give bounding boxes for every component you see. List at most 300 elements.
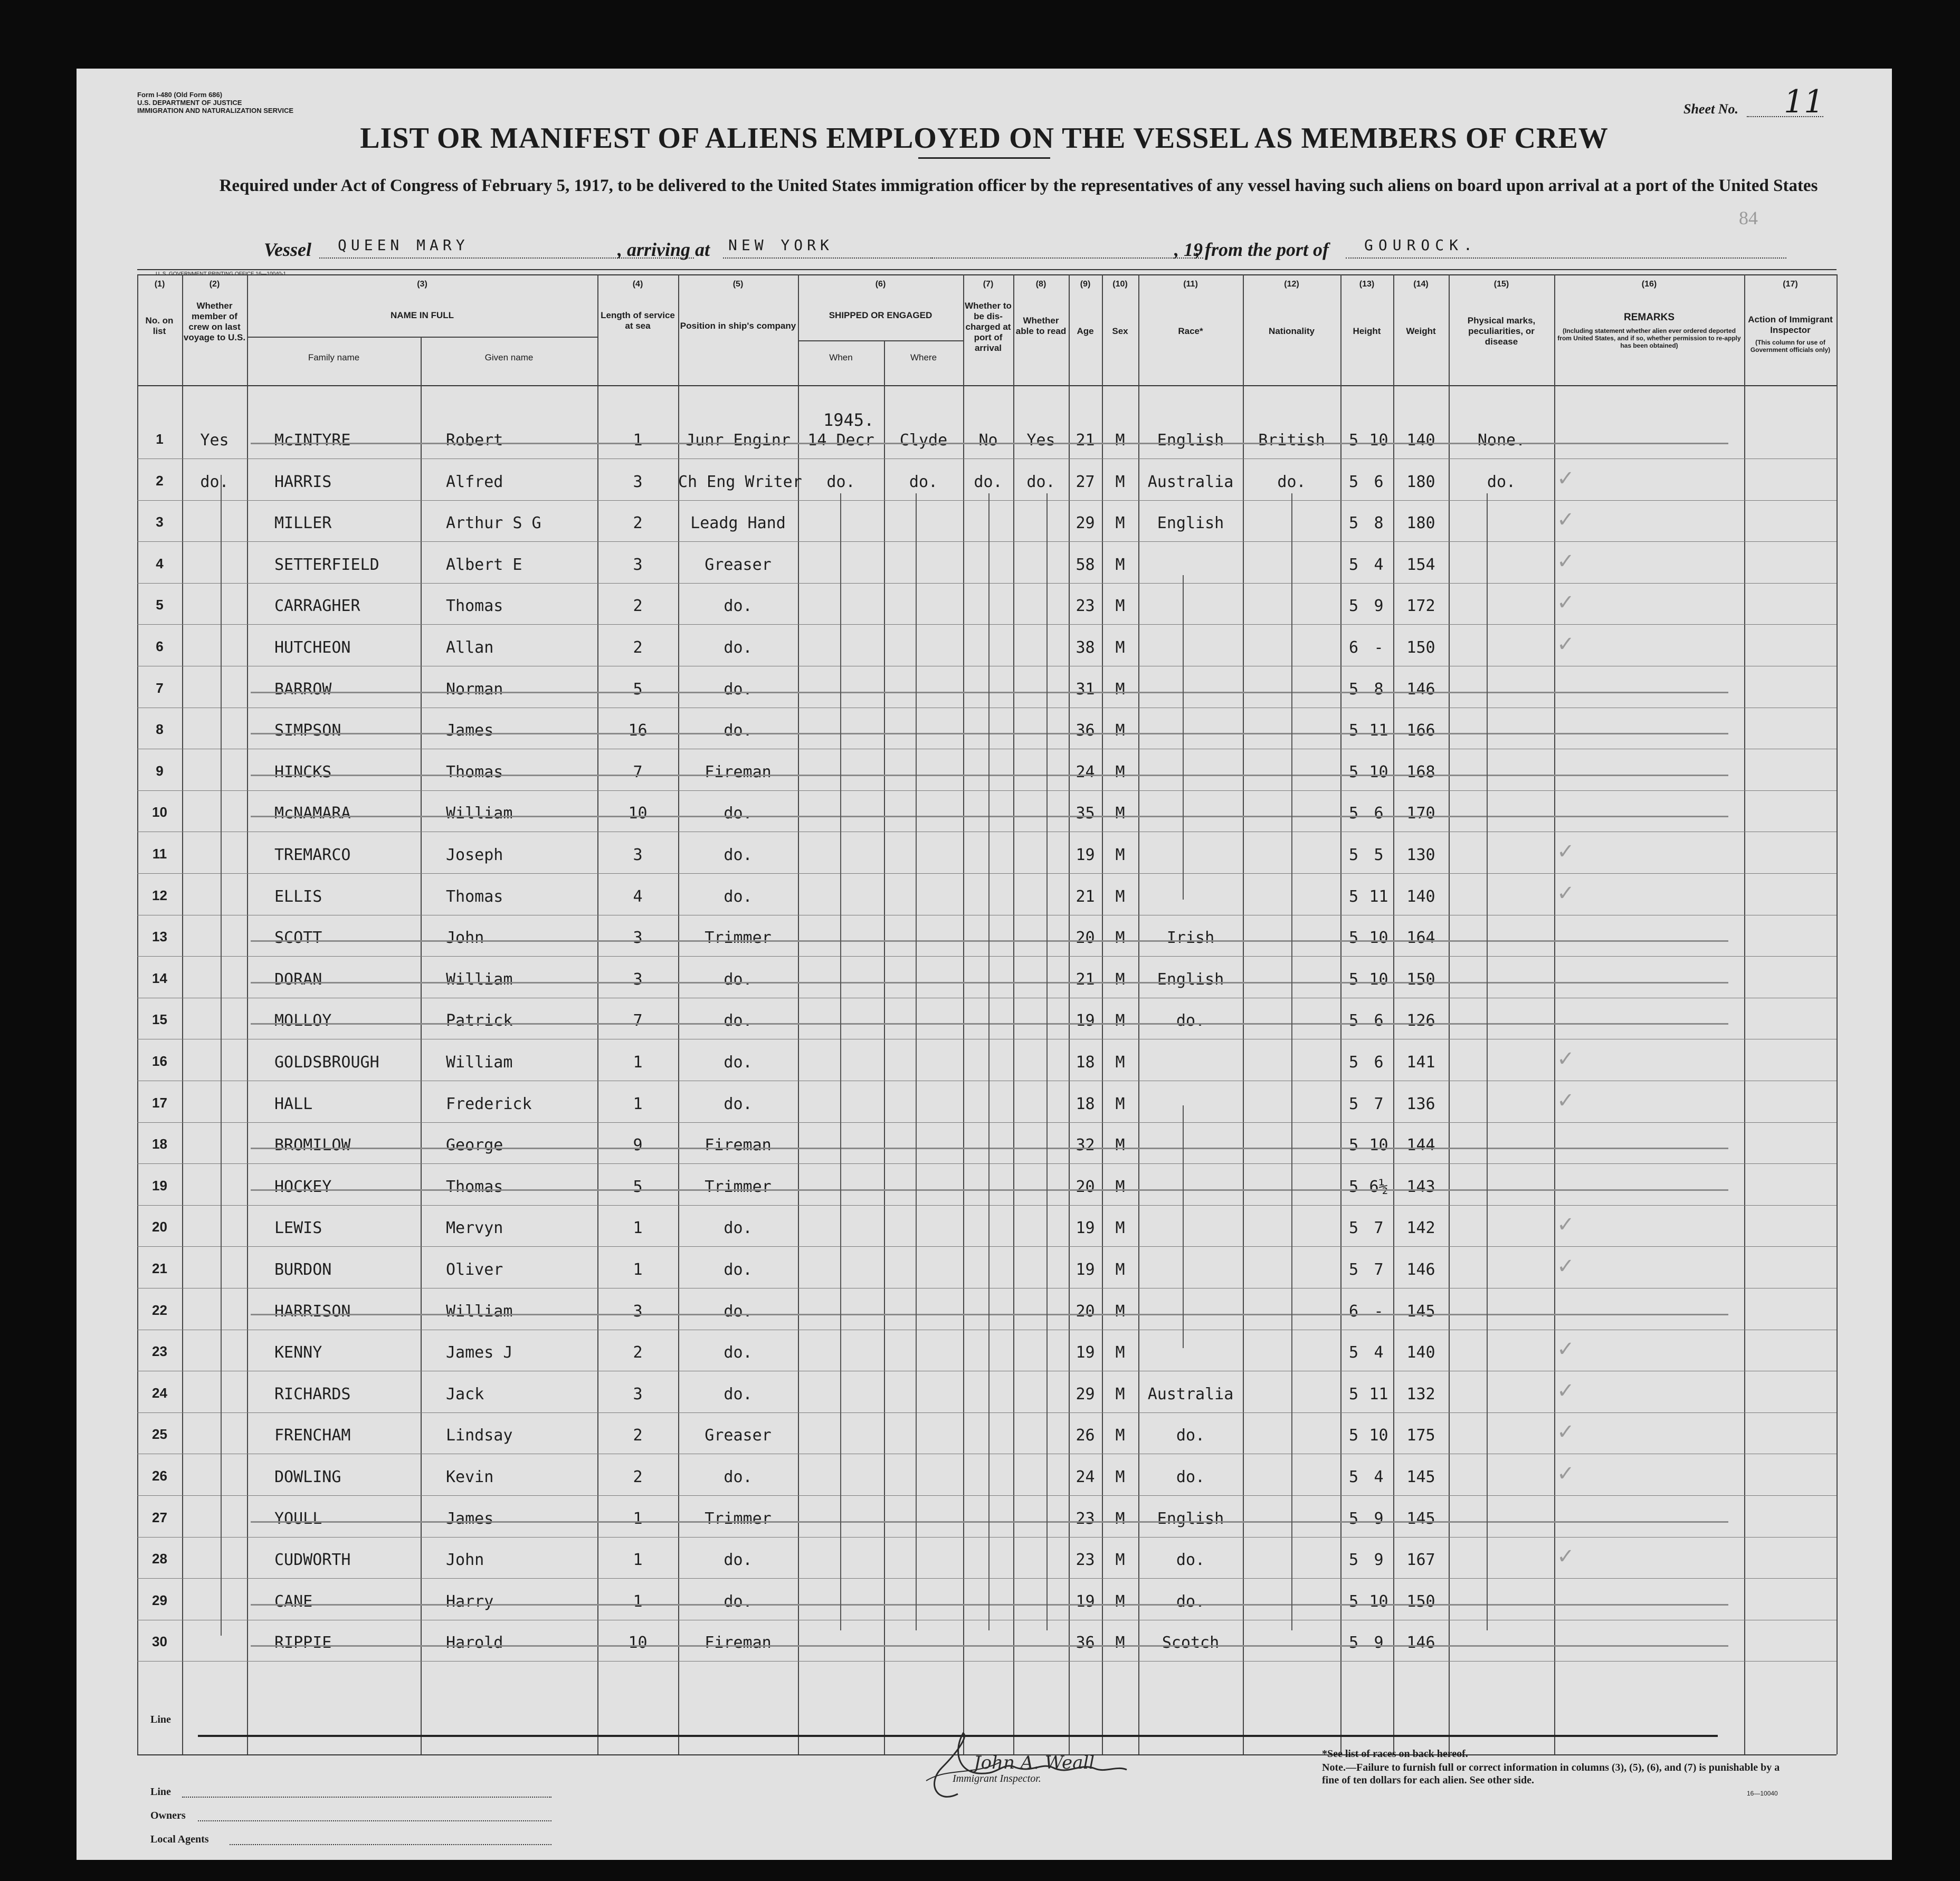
col-number: (11) (1183, 280, 1198, 289)
sex-cell: M (1115, 1426, 1125, 1445)
family-name-cell: TREMARCO (274, 846, 351, 864)
weight-cell: 140 (1406, 1343, 1435, 1362)
ditto-line (988, 493, 989, 1630)
position-cell: do. (724, 597, 753, 615)
nationality-cell: British (1258, 431, 1325, 450)
check-mark-icon: ✓ (1557, 1544, 1575, 1569)
strikethrough-line (251, 443, 1728, 444)
age-cell: 24 (1076, 1468, 1095, 1486)
print-code: 16—10040 (1747, 1790, 1778, 1797)
height-inches-cell: 9 (1374, 1634, 1384, 1652)
height-inches-cell: - (1374, 638, 1384, 657)
family-name-cell: ELLIS (274, 887, 322, 906)
col-discharged: Whether to be dis-charged at port of arrival (965, 301, 1012, 353)
given-name-cell: Arthur S G (446, 514, 541, 532)
family-name-cell: SIMPSON (274, 721, 341, 740)
height-feet-cell: 5 (1348, 1343, 1359, 1362)
length-cell: 3 (633, 556, 643, 574)
family-name-cell: DOWLING (274, 1468, 341, 1486)
discharge-cell: do. (974, 473, 1003, 491)
row-number: 7 (156, 680, 164, 696)
length-cell: 5 (633, 680, 643, 699)
family-name-cell: FRENCHAM (274, 1426, 351, 1445)
when-cell: 14 Decr (807, 431, 874, 450)
height-feet-cell: 5 (1348, 887, 1359, 906)
race-cell: English (1157, 514, 1224, 532)
position-cell: Trimmer (705, 1510, 772, 1528)
family-name-cell: RIPPIE (274, 1634, 332, 1652)
height-feet-cell: 5 (1348, 804, 1359, 823)
length-cell: 3 (633, 1385, 643, 1403)
height-feet-cell: 5 (1348, 680, 1359, 699)
row-number: 18 (152, 1136, 167, 1152)
height-inches-cell: 9 (1374, 1510, 1384, 1528)
weight-cell: 130 (1406, 846, 1435, 864)
col-weight: Weight (1406, 326, 1436, 336)
length-cell: 1 (633, 1095, 643, 1113)
col-number: (7) (983, 280, 994, 289)
family-name-cell: MILLER (274, 514, 332, 532)
physical-cell: None. (1477, 431, 1526, 450)
col-number: (5) (732, 280, 744, 289)
position-cell: do. (724, 887, 753, 906)
length-cell: 1 (633, 1592, 643, 1611)
sex-cell: M (1115, 1136, 1125, 1154)
given-name-cell: James (446, 721, 494, 740)
col-given-name: Given name (484, 352, 534, 362)
height-inches-cell: 4 (1374, 1343, 1384, 1362)
length-cell: 4 (633, 887, 643, 906)
col-sex: Sex (1112, 326, 1128, 336)
col-number: (6) (875, 280, 886, 289)
local-agents-label: Local Agents (150, 1834, 209, 1845)
check-mark-icon: ✓ (1557, 839, 1575, 864)
family-name-cell: CANE (274, 1592, 313, 1611)
race-cell: Australia (1147, 1385, 1234, 1403)
owners-label: Owners (150, 1810, 186, 1821)
age-cell: 23 (1076, 1551, 1095, 1569)
family-name-cell: BROMILOW (274, 1136, 351, 1154)
row-number: 12 (152, 887, 167, 903)
given-name-cell: Lindsay (446, 1426, 513, 1445)
height-feet-cell: 5 (1348, 514, 1359, 532)
row-number: 14 (152, 970, 167, 986)
check-mark-icon: ✓ (1557, 632, 1575, 656)
position-cell: Fireman (705, 763, 772, 781)
height-feet-cell: 5 (1348, 473, 1359, 491)
weight-cell: 150 (1406, 638, 1435, 657)
height-feet-cell: 6 (1348, 638, 1359, 657)
sex-cell: M (1115, 763, 1125, 781)
physical-cell: do. (1487, 473, 1516, 491)
height-feet-cell: 5 (1348, 1551, 1359, 1569)
sex-cell: M (1115, 556, 1125, 574)
height-inches-cell: 9 (1374, 597, 1384, 615)
weight-cell: 175 (1406, 1426, 1435, 1445)
row-number: 1 (156, 431, 164, 447)
position-cell: do. (724, 1261, 753, 1279)
sex-cell: M (1115, 514, 1125, 532)
length-cell: 1 (633, 1053, 643, 1072)
inspector-caption: Immigrant Inspector. (953, 1773, 1041, 1784)
check-mark-icon: ✓ (1557, 1420, 1575, 1444)
weight-cell: 172 (1406, 597, 1435, 615)
height-feet-cell: 5 (1348, 1178, 1359, 1196)
col-number: (8) (1035, 280, 1046, 289)
ditto-line (1291, 493, 1292, 1630)
family-name-cell: HOCKEY (274, 1178, 332, 1196)
age-cell: 31 (1076, 680, 1095, 699)
family-name-cell: HARRIS (274, 473, 332, 491)
position-cell: Junr Enginr (686, 431, 791, 450)
age-cell: 29 (1076, 514, 1095, 532)
read-cell: Yes (1026, 431, 1055, 450)
length-cell: 1 (633, 1261, 643, 1279)
age-cell: 36 (1076, 721, 1095, 740)
row-rule (137, 500, 1837, 501)
given-name-cell: Harold (446, 1634, 503, 1652)
prev-voyage-cell: do. (200, 473, 229, 491)
given-name-cell: John (446, 929, 484, 947)
position-cell: Leadg Hand (690, 514, 786, 532)
age-cell: 20 (1076, 929, 1095, 947)
check-mark-icon: ✓ (1557, 1254, 1575, 1278)
weight-cell: 146 (1406, 680, 1435, 699)
height-inches-cell: 11 (1369, 887, 1388, 906)
weight-cell: 144 (1406, 1136, 1435, 1154)
position-cell: do. (724, 1468, 753, 1486)
row-rule (137, 624, 1837, 625)
position-cell: Ch Eng Writer (678, 473, 802, 491)
weight-cell: 154 (1406, 556, 1435, 574)
signature-text: John A. Weall (974, 1752, 1095, 1773)
height-feet-cell: 5 (1348, 1095, 1359, 1113)
sex-cell: M (1115, 1551, 1125, 1569)
row-rule (137, 1578, 1837, 1579)
sex-cell: M (1115, 1261, 1125, 1279)
weight-cell: 146 (1406, 1261, 1435, 1279)
height-inches-cell: 4 (1374, 556, 1384, 574)
position-cell: do. (724, 1551, 753, 1569)
row-number: 11 (152, 846, 167, 862)
row-number: 23 (152, 1343, 167, 1359)
col-number: (16) (1641, 280, 1657, 289)
weight-cell: 167 (1406, 1551, 1435, 1569)
sex-cell: M (1115, 1510, 1125, 1528)
given-name-cell: Thomas (446, 597, 503, 615)
length-cell: 3 (633, 929, 643, 947)
ditto-line (1183, 575, 1184, 900)
row-number: 29 (152, 1592, 167, 1608)
weight-cell: 164 (1406, 929, 1435, 947)
row-number: 24 (152, 1385, 167, 1401)
position-cell: Fireman (705, 1136, 772, 1154)
weight-cell: 136 (1406, 1095, 1435, 1113)
weight-cell: 140 (1406, 431, 1435, 450)
family-name-cell: SCOTT (274, 929, 322, 947)
given-name-cell: Oliver (446, 1261, 503, 1279)
family-name-cell: BARROW (274, 680, 332, 699)
given-name-cell: Albert E (446, 556, 522, 574)
height-inches-cell: 7 (1374, 1219, 1384, 1237)
col-family-name: Family name (308, 352, 360, 362)
col-number: (1) (154, 280, 165, 289)
height-inches-cell: 10 (1369, 929, 1388, 947)
col-number: (3) (417, 280, 427, 289)
ditto-line (916, 493, 917, 1630)
age-cell: 19 (1076, 1261, 1095, 1279)
line-label: Line (150, 1714, 171, 1725)
family-name-cell: DORAN (274, 970, 322, 989)
weight-cell: 180 (1406, 514, 1435, 532)
family-name-cell: KENNY (274, 1343, 322, 1362)
row-rule (137, 1661, 1837, 1662)
row-rule (137, 1163, 1837, 1164)
race-cell: do. (1176, 1592, 1205, 1611)
row-number: 16 (152, 1053, 167, 1069)
height-feet-cell: 5 (1348, 1261, 1359, 1279)
row-rule (137, 1205, 1837, 1206)
length-cell: 3 (633, 473, 643, 491)
height-inches-cell: 6 (1374, 804, 1384, 823)
race-cell: Australia (1147, 473, 1234, 491)
weight-cell: 141 (1406, 1053, 1435, 1072)
check-mark-icon: ✓ (1557, 1379, 1575, 1403)
row-number: 9 (156, 763, 164, 779)
check-mark-icon: ✓ (1557, 1462, 1575, 1486)
height-feet-cell: 5 (1348, 1011, 1359, 1030)
weight-cell: 150 (1406, 1592, 1435, 1611)
given-name-cell: William (446, 1053, 513, 1072)
race-cell: do. (1176, 1011, 1205, 1030)
height-feet-cell: 5 (1348, 846, 1359, 864)
strikethrough-line (251, 733, 1728, 734)
sex-cell: M (1115, 1634, 1125, 1652)
family-name-cell: HINCKS (274, 763, 332, 781)
length-cell: 3 (633, 846, 643, 864)
weight-cell: 168 (1406, 763, 1435, 781)
line-label: Line (150, 1786, 171, 1798)
col-number: (2) (209, 280, 220, 289)
length-cell: 3 (633, 1302, 643, 1321)
position-cell: do. (724, 1053, 753, 1072)
height-inches-cell: 6 (1374, 473, 1384, 491)
strikethrough-line (251, 1645, 1728, 1647)
strikethrough-line (251, 1521, 1728, 1523)
height-feet-cell: 5 (1348, 1385, 1359, 1403)
age-cell: 38 (1076, 638, 1095, 657)
age-cell: 29 (1076, 1385, 1095, 1403)
weight-cell: 170 (1406, 804, 1435, 823)
race-cell: do. (1176, 1468, 1205, 1486)
row-rule (137, 873, 1837, 874)
height-feet-cell: 5 (1348, 556, 1359, 574)
height-inches-cell: 11 (1369, 721, 1388, 740)
position-cell: Trimmer (705, 1178, 772, 1196)
position-cell: do. (724, 1343, 753, 1362)
col-prev-voyage: Whether member of crew on last voyage to U.S. (183, 301, 246, 342)
position-cell: do. (724, 846, 753, 864)
height-feet-cell: 5 (1348, 1592, 1359, 1611)
sex-cell: M (1115, 597, 1125, 615)
col-number: (13) (1359, 280, 1375, 289)
length-cell: 1 (633, 1551, 643, 1569)
row-number: 15 (152, 1011, 167, 1027)
position-cell: do. (724, 970, 753, 989)
form-number: Form I-480 (Old Form 686) (137, 91, 223, 99)
row-rule (137, 583, 1837, 584)
race-cell: English (1157, 1510, 1224, 1528)
year-label: , 19 (1174, 239, 1203, 260)
height-feet-cell: 5 (1348, 1426, 1359, 1445)
given-name-cell: William (446, 1302, 513, 1321)
length-cell: 2 (633, 638, 643, 657)
weight-cell: 145 (1406, 1510, 1435, 1528)
strikethrough-line (251, 1023, 1728, 1025)
sex-cell: M (1115, 638, 1125, 657)
row-number: 10 (152, 804, 167, 820)
length-cell: 16 (628, 721, 648, 740)
age-cell: 21 (1076, 887, 1095, 906)
row-number: 30 (152, 1634, 167, 1649)
given-name-cell: Allan (446, 638, 494, 657)
position-cell: do. (724, 1302, 753, 1321)
age-cell: 36 (1076, 1634, 1095, 1652)
sex-cell: M (1115, 1011, 1125, 1030)
row-rule (137, 956, 1837, 957)
height-inches-cell: 10 (1369, 1592, 1388, 1611)
col-position: Position in ship's company (680, 321, 796, 331)
row-number: 28 (152, 1551, 167, 1567)
family-name-cell: HUTCHEON (274, 638, 351, 657)
row-number: 17 (152, 1095, 167, 1111)
height-feet-cell: 5 (1348, 1468, 1359, 1486)
col-number: (17) (1783, 280, 1798, 289)
race-cell: Irish (1166, 929, 1215, 947)
row-number: 2 (156, 473, 164, 489)
length-cell: 2 (633, 1343, 643, 1362)
family-name-cell: YOULL (274, 1510, 322, 1528)
race-cell: do. (1176, 1551, 1205, 1569)
length-cell: 9 (633, 1136, 643, 1154)
check-mark-icon: ✓ (1557, 881, 1575, 905)
read-cell: do. (1026, 473, 1055, 491)
position-cell: Fireman (705, 1634, 772, 1652)
height-inches-cell: 6 (1374, 1053, 1384, 1072)
row-number: 19 (152, 1178, 167, 1193)
strikethrough-line (251, 1314, 1728, 1315)
check-mark-icon: ✓ (1557, 466, 1575, 491)
race-cell: do. (1176, 1426, 1205, 1445)
strikethrough-line (251, 775, 1728, 776)
row-number: 13 (152, 929, 167, 944)
col-number: (9) (1080, 280, 1091, 289)
length-cell: 7 (633, 763, 643, 781)
col-physical: Physical marks, peculiarities, or disease (1467, 316, 1536, 347)
age-cell: 19 (1076, 1592, 1095, 1611)
age-cell: 23 (1076, 1510, 1095, 1528)
sex-cell: M (1115, 680, 1125, 699)
height-feet-cell: 5 (1348, 1053, 1359, 1072)
strikethrough-line (251, 940, 1728, 942)
col-number: (12) (1284, 280, 1299, 289)
height-inches-cell: 9 (1374, 1551, 1384, 1569)
row-number: 27 (152, 1510, 167, 1525)
sex-cell: M (1115, 970, 1125, 989)
length-cell: 7 (633, 1011, 643, 1030)
height-inches-cell: 10 (1369, 431, 1388, 450)
row-number: 25 (152, 1426, 167, 1442)
given-name-cell: George (446, 1136, 503, 1154)
family-name-cell: BURDON (274, 1261, 332, 1279)
age-cell: 26 (1076, 1426, 1095, 1445)
position-cell: do. (724, 1385, 753, 1403)
height-inches-cell: 7 (1374, 1095, 1384, 1113)
row-number: 20 (152, 1219, 167, 1235)
age-cell: 18 (1076, 1095, 1095, 1113)
height-inches-cell: 7 (1374, 1261, 1384, 1279)
sheet-number: 11 (1784, 83, 1824, 120)
height-inches-cell: 8 (1374, 514, 1384, 532)
height-inches-cell: 8 (1374, 680, 1384, 699)
col-number: (15) (1493, 280, 1509, 289)
sex-cell: M (1115, 1592, 1125, 1611)
row-rule (137, 1122, 1837, 1123)
sex-cell: M (1115, 1468, 1125, 1486)
length-cell: 1 (633, 1510, 643, 1528)
position-cell: Greaser (705, 556, 772, 574)
given-name-cell: Patrick (446, 1011, 513, 1030)
check-mark-icon: ✓ (1557, 1337, 1575, 1361)
sex-cell: M (1115, 1053, 1125, 1072)
height-inches-cell: 11 (1369, 1385, 1388, 1403)
position-cell: do. (724, 638, 753, 657)
sex-cell: M (1115, 1385, 1125, 1403)
family-name-cell: SETTERFIELD (274, 556, 379, 574)
col-race: Race* (1178, 326, 1203, 336)
position-cell: do. (724, 1219, 753, 1237)
height-inches-cell: 6½ (1369, 1178, 1388, 1196)
length-cell: 2 (633, 1468, 643, 1486)
strikethrough-line (251, 1148, 1728, 1149)
row-rule (137, 1537, 1837, 1538)
row-number: 4 (156, 556, 164, 571)
position-cell: do. (724, 721, 753, 740)
check-mark-icon: ✓ (1557, 590, 1575, 615)
family-name-cell: CARRAGHER (274, 597, 360, 615)
age-cell: 32 (1076, 1136, 1095, 1154)
weight-cell: 146 (1406, 1634, 1435, 1652)
height-feet-cell: 5 (1348, 763, 1359, 781)
position-cell: Trimmer (705, 929, 772, 947)
given-name-cell: James J (446, 1343, 513, 1362)
penalty-note: Note.—Failure to furnish full or correct information in columns (3), (5), (6), and (7) is punishable by a fine of ten dollars for each alien. See other side. (1322, 1762, 1780, 1786)
col-action-note: (This column for use of Government officials only) (1750, 339, 1831, 354)
row-number: 8 (156, 721, 164, 737)
row-number: 22 (152, 1302, 167, 1318)
arriving-label: , arriving at (617, 239, 710, 260)
given-name-cell: Kevin (446, 1468, 494, 1486)
row-number: 3 (156, 514, 164, 530)
height-inches-cell: 5 (1374, 846, 1384, 864)
from-label: , from the port of (1195, 239, 1329, 260)
check-mark-icon: ✓ (1557, 508, 1575, 532)
ditto-line (221, 475, 222, 1636)
age-cell: 19 (1076, 1219, 1095, 1237)
strikethrough-line (251, 1189, 1728, 1191)
document-subtitle: Required under Act of Congress of February 5, 1917, to be delivered to the United States immigration officer by the representatives of any vessel having such aliens on board upon arrival at a port of the United States (219, 176, 1818, 195)
height-inches-cell: 10 (1369, 763, 1388, 781)
